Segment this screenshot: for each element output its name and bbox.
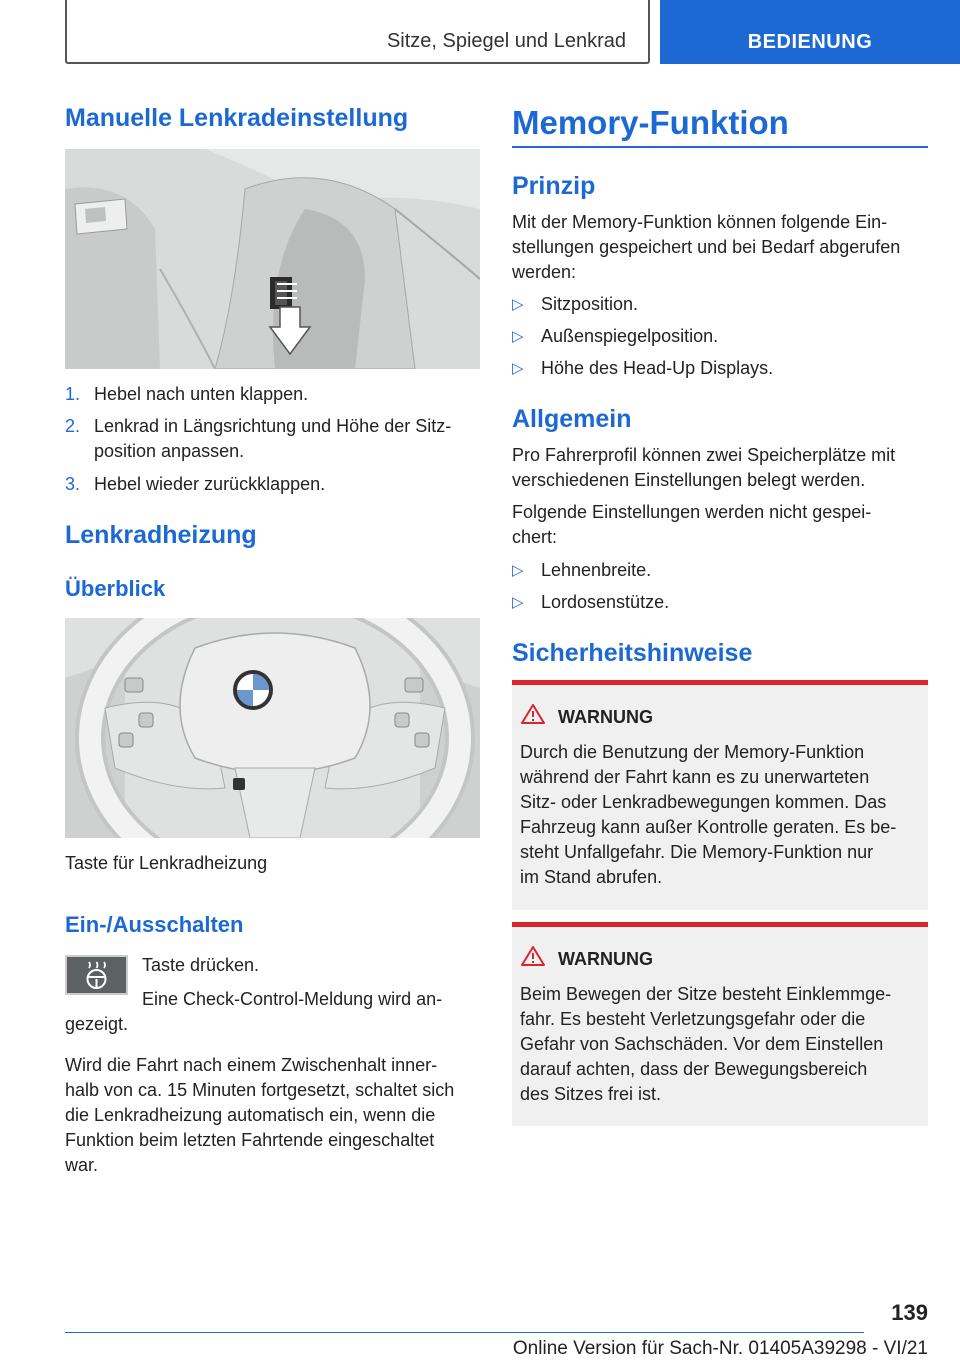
header-chapter-label: BEDIENUNG [747,31,873,53]
paragraph-line: halb von ca. 15 Minuten fortgesetzt, schaltet sich [65,1080,455,1100]
warning-line: steht Unfallgefahr. Die Memory-Funktion nur [520,842,874,862]
paragraph-line: Funktion beim letzten Fahrtende eingeschaltet [65,1130,435,1150]
paragraph-line: Wird die Fahrt nach einem Zwischenhalt inner- [65,1055,438,1075]
warning-line: im Stand abrufen. [520,867,663,887]
press-button-text: Taste drücken. [142,955,260,975]
paragraph-line: werden: [512,262,577,282]
overview-title: Überblick [65,576,166,601]
not-saved-paragraph [512,500,932,550]
memory-function-title: Memory-Funktion [512,104,789,141]
figure-caption: Taste für Lenkradheizung [65,853,268,873]
step-number: 1. [65,384,81,404]
safety-notes-title: Sicherheitshinweise [512,639,753,667]
list-item-text: Außenspiegelposition. [541,326,719,346]
header-section-title: Sitze, Spiegel und Lenkrad [386,30,626,52]
paragraph-line: stellungen gespeichert und bei Bedarf abgerufen [512,237,901,257]
warning-title: WARNUNG [558,949,653,969]
auto-on-paragraph [65,1053,485,1178]
general-paragraph [512,443,932,493]
paragraph-line: Pro Fahrerprofil können zwei Speicherplätze mit [512,445,896,465]
triangle-right-icon: ▷ [512,594,524,611]
paragraph-line: Folgende Einstellungen werden nicht gespei- [512,502,872,522]
paragraph-line: verschiedenen Einstellungen belegt werden. [512,470,866,490]
page-number: 139 [891,1300,928,1325]
warning-line: Sitz- oder Lenkradbewegungen kommen. Das [520,792,887,812]
online-version-note: Online Version für Sach-Nr. 01405A39298 - VI/21 [512,1338,928,1359]
warning-line: des Sitzes frei ist. [520,1084,662,1104]
step-number: 3. [65,474,81,494]
paragraph-line: chert: [512,527,558,547]
warning-line: Durch die Benutzung der Memory-Funktion [520,742,865,762]
warning-line: Gefahr von Sachschäden. Vor dem Einstellen [520,1034,884,1054]
header-chapter-tab[interactable] [660,0,960,64]
steering-wheel-heating-icon[interactable] [65,955,128,995]
principle-title: Prinzip [512,172,596,200]
warning-text [520,740,924,890]
warning-triangle-icon [520,703,546,730]
paragraph-line: war. [65,1155,99,1175]
check-control-text-line: Eine Check-Control-Meldung wird an- [142,989,443,1009]
warning-box [512,922,928,1126]
step-text: Lenkrad in Längsrichtung und Höhe der Sitz- [94,416,452,436]
footer-rule [65,1332,864,1333]
list-item-text: Lehnenbreite. [541,560,652,580]
title-rule [512,146,928,148]
warning-title: WARNUNG [558,707,653,727]
list-item-text: Lordosenstütze. [541,592,670,612]
warning-line: fahr. Es besteht Verletzungsgefahr oder die [520,1009,866,1029]
triangle-right-icon: ▷ [512,562,524,579]
steering-wheel-illustration [65,618,480,838]
warning-line: Beim Bewegen der Sitze besteht Einklemmge- [520,984,892,1004]
warning-line: während der Fahrt kann es zu unerwarteten [520,767,870,787]
warning-text [520,982,924,1107]
list-item-text: Höhe des Head-Up Displays. [541,358,774,378]
warning-box [512,680,928,910]
step-number: 2. [65,416,81,436]
check-control-text-line: gezeigt. [65,1014,129,1034]
principle-paragraph [512,210,932,285]
triangle-right-icon: ▷ [512,328,524,345]
paragraph-line: die Lenkradheizung automatisch ein, wenn die [65,1105,436,1125]
warning-line: darauf achten, dass der Bewegungsbereich [520,1059,868,1079]
list-item-text: Sitzposition. [541,294,639,314]
step-text: Hebel nach unten klappen. [94,384,309,404]
manual-adjustment-title: Manuelle Lenkradeinstellung [65,104,409,132]
triangle-right-icon: ▷ [512,296,524,313]
paragraph-line: Mit der Memory-Funktion können folgende Ein- [512,212,888,232]
triangle-right-icon: ▷ [512,360,524,377]
steering-heating-title: Lenkradheizung [65,521,257,549]
general-title: Allgemein [512,405,632,433]
step-text: Hebel wieder zurückklappen. [94,474,326,494]
warning-triangle-icon [520,945,546,972]
warning-line: Fahrzeug kann außer Kontrolle geraten. Es be- [520,817,897,837]
step-text: position anpassen. [94,441,245,461]
on-off-title: Ein-/Ausschalten [65,912,244,937]
steering-column-lever-illustration [65,149,480,369]
header-section-box [65,0,650,64]
